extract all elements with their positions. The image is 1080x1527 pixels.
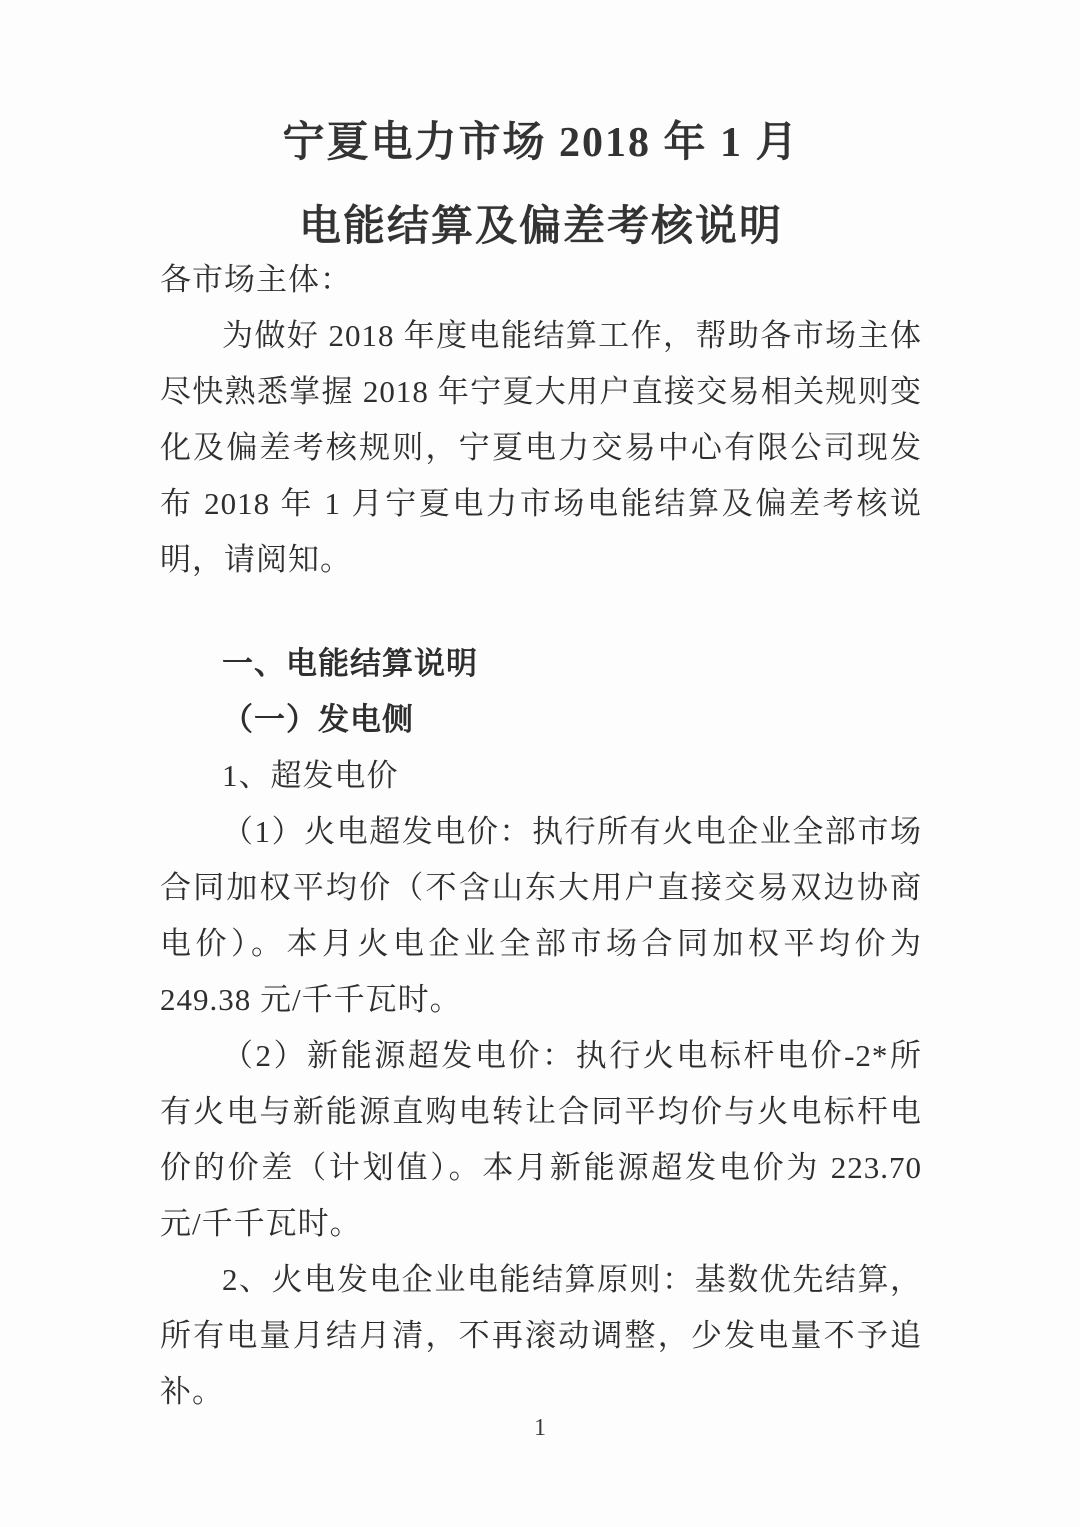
section-1-heading: 一、电能结算说明 (222, 646, 478, 681)
subsection-1-heading: （一）发电侧 (222, 702, 414, 737)
item-1-heading: 1、超发电价 (222, 758, 399, 793)
document-title (160, 118, 922, 252)
item-1-paragraph-2: （2）新能源超发电价：执行火电标杆电价-2*所有火电与新能源直购电转让合同平均价与火电标杆电价的价差（计划值）。本月新能源超发电价为 223.70 元/千千瓦时。 (160, 1038, 922, 1241)
page-number: 1 (534, 1415, 546, 1441)
item-1-paragraph-1: （1）火电超发电价：执行所有火电企业全部市场合同加权平均价（不含山东大用户直接交易双边协商电价）。本月火电企业全部市场合同加权平均价为 249.38 元/千千瓦时。 (160, 814, 922, 1017)
intro-paragraph: 为做好 2018 年度电能结算工作，帮助各市场主体尽快熟悉掌握 2018 年宁夏大用户直接交易相关规则变化及偏差考核规则，宁夏电力交易中心有限公司现发布 2018 年 1 月宁夏电力市场电能结算及偏差考核说明，请阅知。 (160, 318, 922, 577)
document-body (160, 252, 922, 1420)
title-line-2: 电能结算及偏差考核说明 (298, 204, 783, 250)
item-2-paragraph: 2、火电发电企业电能结算原则：基数优先结算，所有电量月结月清，不再滚动调整，少发电量不予追补。 (160, 1262, 922, 1409)
title-line-1: 宁夏电力市场 2018 年 1 月 (282, 120, 800, 166)
document-content (160, 0, 922, 1420)
salutation: 各市场主体： (160, 262, 352, 297)
